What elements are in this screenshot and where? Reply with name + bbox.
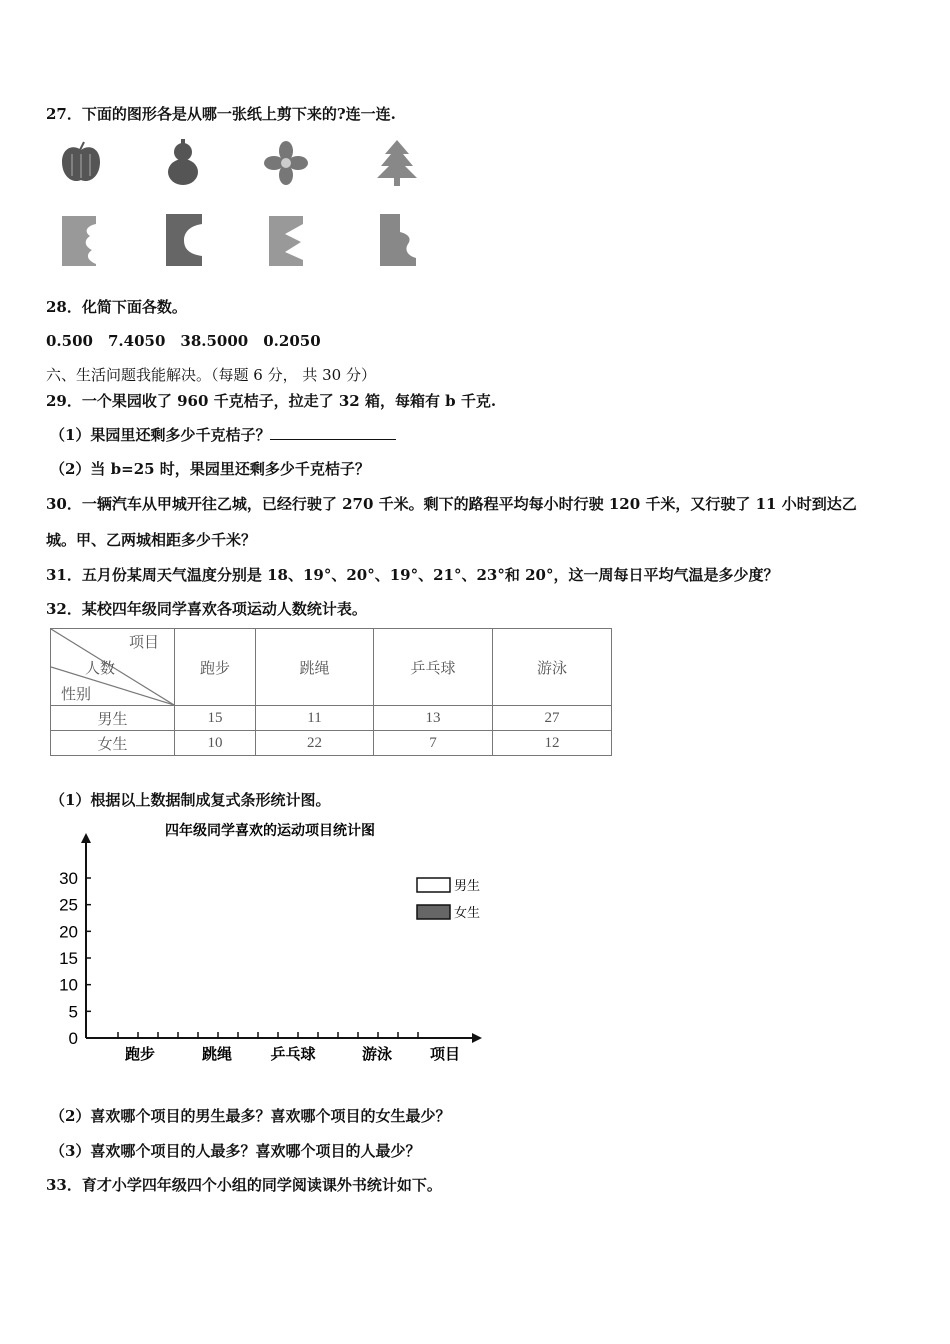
table-cell: 12 xyxy=(493,731,612,756)
x-axis-label: 项目 xyxy=(429,1045,461,1063)
q30-line2: 城。甲、乙两城相距多少千米？ xyxy=(46,531,257,549)
tree-icon xyxy=(375,138,419,188)
q30-line1: 30．一辆汽车从甲城开往乙城，已经行驶了 270 千米。剩下的路程平均每小时行驶 120 千米，又行驶了 11 小时到达乙 xyxy=(46,495,857,513)
table-row xyxy=(51,706,612,731)
legend-label: 女生 xyxy=(454,906,481,921)
y-tick-label: 25 xyxy=(59,895,78,915)
table-cell: 15 xyxy=(175,706,256,731)
table-row-label: 男生 xyxy=(51,706,175,731)
sports-bar-chart xyxy=(50,815,500,1075)
q27-text: 27．下面的图形各是从哪一张纸上剪下来的?连一连. xyxy=(46,105,396,123)
flower-icon xyxy=(263,140,309,186)
x-category-label: 跑步 xyxy=(124,1045,156,1063)
table-header: 跳绳 xyxy=(256,629,374,706)
y-tick-label: 5 xyxy=(68,1002,78,1022)
paper-cut-c-icon xyxy=(267,214,307,268)
corner-bottom-label: 性别 xyxy=(61,687,92,703)
q29-part2: （2）当 b=25 时，果园里还剩多少千克桔子？ xyxy=(50,460,370,478)
x-category-label: 乒乓球 xyxy=(270,1045,316,1063)
y-tick-label: 0 xyxy=(68,1029,78,1048)
q32-part3: （3）喜欢哪个项目的人最多？喜欢哪个项目的人最少？ xyxy=(50,1142,421,1160)
x-category-label: 游泳 xyxy=(361,1045,393,1063)
answer-blank[interactable] xyxy=(270,425,396,440)
paper-cut-b-icon xyxy=(164,212,204,268)
paper-cut-a-icon xyxy=(60,214,100,268)
q29-part1 xyxy=(50,424,396,445)
table-header: 乒乓球 xyxy=(374,629,493,706)
sports-stats-table xyxy=(50,628,612,756)
q33-text: 33．育才小学四年级四个小组的同学阅读课外书统计如下。 xyxy=(46,1176,442,1194)
legend-swatch xyxy=(417,878,450,892)
x-category-label: 跳绳 xyxy=(201,1045,233,1063)
table-row-label: 女生 xyxy=(51,731,175,756)
y-tick-label: 30 xyxy=(59,869,78,888)
y-tick-label: 20 xyxy=(59,922,78,942)
table-corner-cell xyxy=(51,629,175,706)
table-row xyxy=(51,731,612,756)
apple-icon xyxy=(58,140,104,186)
q32-text: 32．某校四年级同学喜欢各项运动人数统计表。 xyxy=(46,600,367,618)
x-axis-arrow xyxy=(472,1033,482,1043)
section-6-heading: 六、生活问题我能解决。（每题 6 分， 共 30 分） xyxy=(46,366,376,384)
table-cell: 13 xyxy=(374,706,493,731)
q28-numbers: 0.500 7.4050 38.5000 0.2050 xyxy=(46,332,321,350)
legend-swatch xyxy=(417,905,450,919)
legend-label: 男生 xyxy=(454,879,481,894)
q31-text: 31．五月份某周天气温度分别是 18、19°、20°、19°、21°、23°和 20°，这一周每日平均气温是多少度？ xyxy=(46,566,779,584)
chart-title: 四年级同学喜欢的运动项目统计图 xyxy=(165,822,375,838)
y-tick-label: 10 xyxy=(59,975,78,995)
paper-cut-d-icon xyxy=(378,212,418,268)
table-cell: 22 xyxy=(256,731,374,756)
table-header: 跑步 xyxy=(175,629,256,706)
q28-text: 28．化简下面各数。 xyxy=(46,298,187,316)
table-cell: 27 xyxy=(493,706,612,731)
table-cell: 10 xyxy=(175,731,256,756)
corner-top-label: 项目 xyxy=(129,635,160,651)
y-tick-label: 15 xyxy=(59,949,78,968)
table-cell: 7 xyxy=(374,731,493,756)
gourd-icon xyxy=(161,138,205,188)
corner-middle-label: 人数 xyxy=(85,661,116,677)
q29-text: 29．一个果园收了 960 千克桔子，拉走了 32 箱，每箱有 b 千克. xyxy=(46,392,497,410)
table-header: 游泳 xyxy=(493,629,612,706)
table-cell: 11 xyxy=(256,706,374,731)
q32-part2: （2）喜欢哪个项目的男生最多？喜欢哪个项目的女生最少？ xyxy=(50,1107,451,1125)
q32-part1: （1）根据以上数据制成复式条形统计图。 xyxy=(50,791,331,809)
y-axis-arrow xyxy=(81,833,91,843)
q29-part1-text: （1）果园里还剩多少千克桔子？ xyxy=(50,426,271,444)
